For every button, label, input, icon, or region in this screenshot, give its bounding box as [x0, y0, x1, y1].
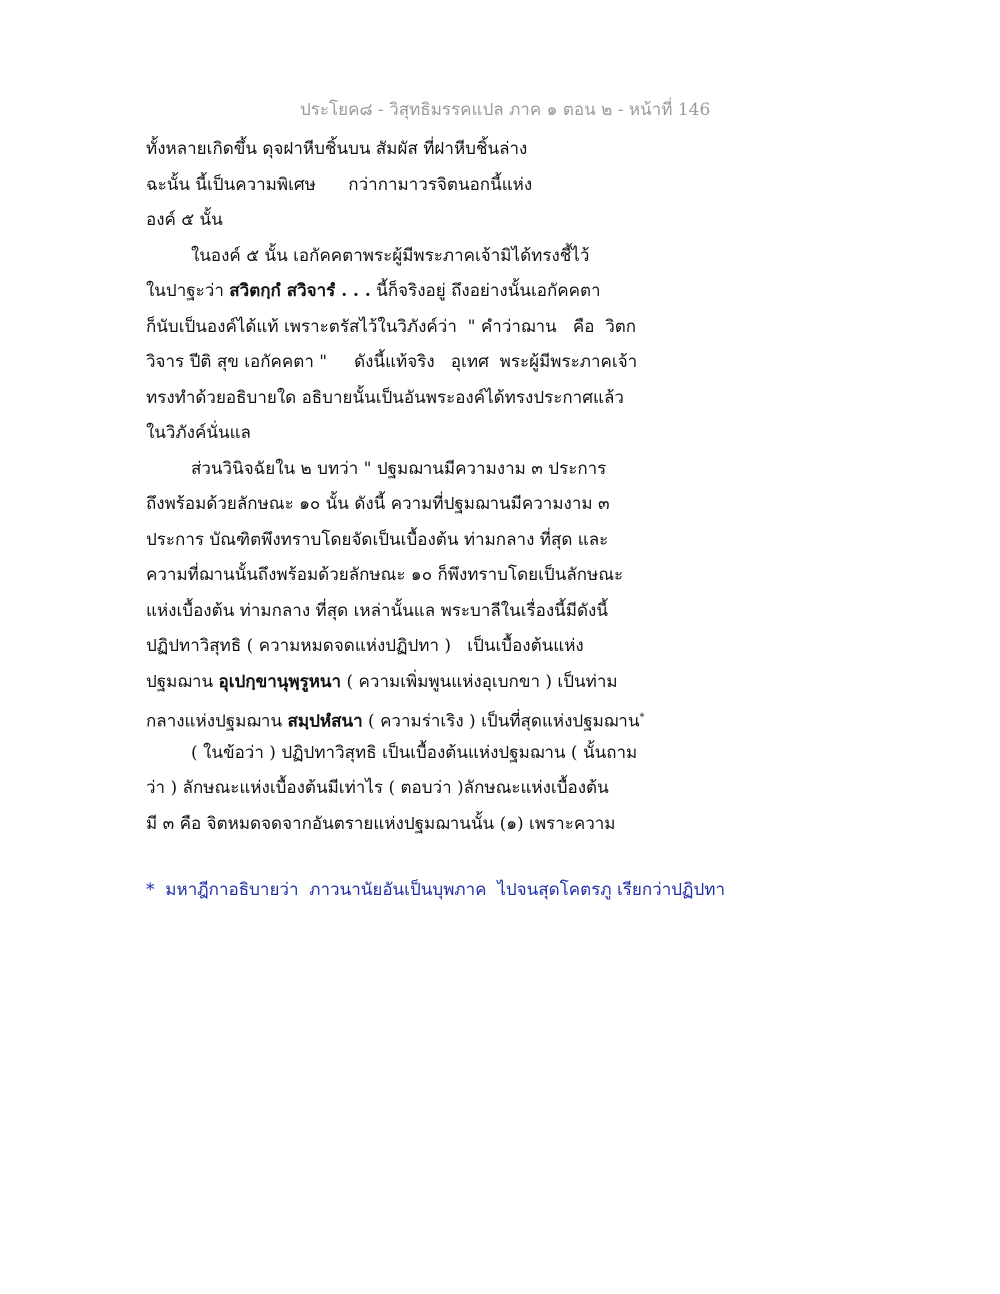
page-header-text: ประโยค๘ - วิสุทธิมรรคแปล ภาค ๑ ตอน ๒ - หน้าที่ 146	[300, 100, 711, 120]
body-text	[146, 132, 706, 842]
footnote-marker: *	[639, 712, 645, 723]
text-line: ถึงพร้อมด้วยลักษณะ ๑๐ นั้น ดังนี้ ความที่ปฐมฌานมีความงาม ๓	[146, 494, 610, 514]
page-header	[300, 96, 720, 123]
text-line: วิจาร ปีติ สุข เอกัคคตา " ดังนี้แท้จริง อุเทศ พระผู้มีพระภาคเจ้า	[146, 352, 638, 372]
text-line: มี ๓ คือ จิตหมดจดจากอันตรายแห่งปฐมฌานนั้น (๑) เพราะความ	[146, 813, 616, 834]
text-line: ทรงทำด้วยอธิบายใด อธิบายนั้นเป็นอันพระองค์ได้ทรงประกาศแล้ว	[146, 387, 624, 408]
text-line: แห่งเบื้องต้น ท่ามกลาง ที่สุด เหล่านั้นแล พระบาลีในเรื่องนี้มีดังนี้	[146, 600, 608, 621]
text-line: ความที่ฌานนั้นถึงพร้อมด้วยลักษณะ ๑๐ ก็พึงทราบโดยเป็นลักษณะ	[146, 565, 624, 585]
text-line: ปฐมฌาน อุเปกฺขานุพฺรูหนา ( ความเพิ่มพูนแห่งอุเบกขา ) เป็นท่าม	[146, 671, 618, 692]
text-line: ฉะนั้น นี้เป็นความพิเศษ กว่ากามาวรจิตนอกนี้แห่ง	[146, 174, 533, 195]
text-line: ทั้งหลายเกิดขึ้น ดุจฝาหีบชิ้นบน สัมผัส ที่ฝาหีบชิ้นล่าง	[146, 139, 528, 159]
text-line: ก็นับเป็นองค์ได้แท้ เพราะตรัสไว้ในวิภังค์ว่า " คำว่าฌาน คือ วิตก	[146, 316, 637, 337]
footnote-text: * มหาฎีกาอธิบายว่า ภาวนานัยอันเป็นบุพภาค ไปจนสุดโคตรภู เรียกว่าปฏิปทา	[146, 880, 725, 900]
paragraph-start-line: ในองค์ ๕ นั้น เอกัคคตาพระผู้มีพระภาคเจ้ามิได้ทรงชี้ไว้	[191, 245, 590, 266]
paragraph-start-line: ( ในข้อว่า ) ปฏิปทาวิสุทธิ เป็นเบื้องต้นแห่งปฐมฌาน ( นั้นถาม	[191, 742, 638, 763]
text-line: ปฏิปทาวิสุทธิ ( ความหมดจดแห่งปฏิปทา ) เป็นเบื้องต้นแห่ง	[146, 636, 584, 656]
pali-term: สมฺปหํสนา	[287, 711, 363, 732]
text-line: ในวิภังค์นั่นแล	[146, 423, 251, 443]
pali-term: สวิตกฺกํ สวิจารํ . . .	[229, 281, 371, 301]
footnote	[146, 876, 766, 903]
text-line: ประการ บัณฑิตพึงทราบโดยจัดเป็นเบื้องต้น ท่ามกลาง ที่สุด และ	[146, 529, 609, 550]
paragraph-start-line: ส่วนวินิจฉัยใน ๒ บทว่า " ปฐมฌานมีความงาม ๓ ประการ	[191, 458, 607, 479]
text-line: องค์ ๕ นั้น	[146, 210, 223, 230]
text-line: ในปาฐะว่า สวิตกฺกํ สวิจารํ . . . นี้ก็จริงอยู่ ถึงอย่างนั้นเอกัคคตา	[146, 281, 601, 301]
text-line: กลางแห่งปฐมฌาน สมฺปหํสนา ( ความร่าเริง ) เป็นที่สุดแห่งปฐมฌาน*	[146, 711, 645, 732]
text-line: ว่า ) ลักษณะแห่งเบื้องต้นมีเท่าไร ( ตอบว่า )ลักษณะแห่งเบื้องต้น	[146, 778, 609, 798]
pali-term: อุเปกฺขานุพฺรูหนา	[218, 671, 342, 692]
